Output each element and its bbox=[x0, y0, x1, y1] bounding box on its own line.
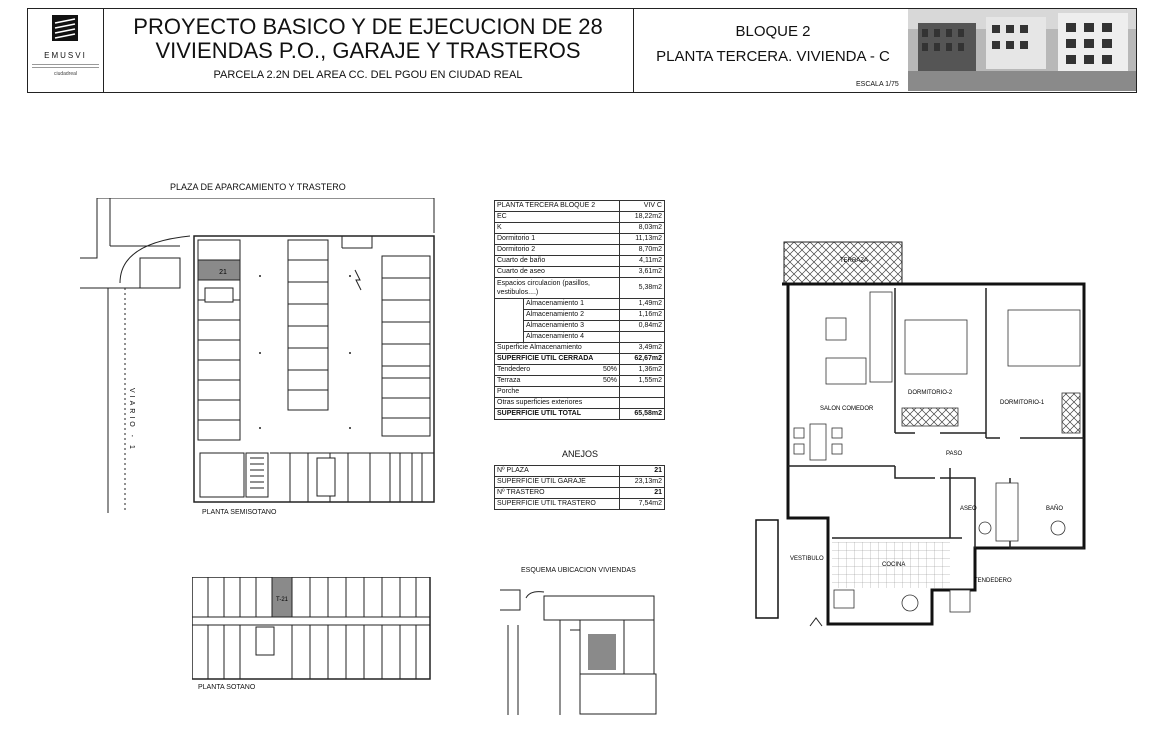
sofa-icon bbox=[826, 358, 866, 384]
esquema-plan bbox=[500, 580, 660, 715]
table-row: SUPERFICIE UTIL CERRADA 62,67m2 bbox=[495, 354, 665, 365]
table-row: K 8,03m2 bbox=[495, 223, 665, 234]
bathtub-icon bbox=[996, 483, 1018, 541]
logo-name: EMUSVI bbox=[44, 51, 87, 60]
cocina-label: COCINA bbox=[882, 562, 906, 568]
stove-icon bbox=[834, 590, 854, 608]
armchair-icon bbox=[826, 318, 846, 340]
planta-label: PLANTA TERCERA. VIVIENDA - C bbox=[656, 48, 890, 65]
shelf-icon bbox=[870, 292, 892, 382]
dormitorio1-label: DORMITORIO-1 bbox=[1000, 400, 1045, 406]
table-row: SUPERFICIE UTIL TOTAL 65,58m2 bbox=[495, 409, 665, 420]
trastero-number: T-21 bbox=[275, 597, 289, 603]
wardrobe-1-icon bbox=[1062, 393, 1080, 433]
anejos-table bbox=[494, 465, 665, 510]
salon-label: SALON COMEDOR bbox=[820, 406, 874, 412]
table-row: Nº PLAZA 21 bbox=[495, 466, 665, 477]
toilet-icon bbox=[1051, 521, 1065, 535]
sotano-plan bbox=[192, 577, 432, 683]
area-table bbox=[494, 200, 665, 420]
logo-cell bbox=[28, 9, 104, 92]
table-row: Tendedero 50% 1,36m2 bbox=[495, 365, 665, 376]
apartment-floor-plan bbox=[750, 238, 1090, 630]
emusvi-logo-icon bbox=[52, 15, 78, 41]
table-row: Dormitorio 2 8,70m2 bbox=[495, 245, 665, 256]
dormitorio2-label: DORMITORIO-2 bbox=[908, 390, 953, 396]
plaza-number: 21 bbox=[219, 269, 227, 276]
bed-1-icon bbox=[1008, 310, 1080, 366]
table-header-cell: VIV C bbox=[620, 201, 665, 212]
toilet-aseo-icon bbox=[979, 522, 991, 534]
esquema-title: ESQUEMA UBICACION VIVIENDAS bbox=[521, 567, 636, 574]
table-row: EC 18,22m2 bbox=[495, 212, 665, 223]
table-row: Cuarto de baño 4,11m2 bbox=[495, 256, 665, 267]
scale-label: ESCALA 1/75 bbox=[856, 81, 899, 88]
table-header-row bbox=[495, 201, 665, 212]
table-row: Nº TRASTERO 21 bbox=[495, 488, 665, 499]
anejos-title: ANEJOS bbox=[562, 449, 599, 459]
bloque-cell bbox=[633, 9, 913, 92]
logo-city: ciudadreal bbox=[53, 71, 78, 77]
project-title-line1: PROYECTO BASICO Y DE EJECUCION DE 28 bbox=[133, 14, 603, 39]
table-row: Terraza 50% 1,55m2 bbox=[495, 376, 665, 387]
wardrobe-2-icon bbox=[902, 408, 958, 426]
building-photo bbox=[908, 9, 1136, 91]
table-row: Porche bbox=[495, 387, 665, 398]
semisotano-plan bbox=[80, 198, 440, 513]
bed-2-icon bbox=[905, 320, 967, 374]
table-row: Cuarto de aseo 3,61m2 bbox=[495, 267, 665, 278]
car-icon bbox=[205, 288, 233, 302]
table-row: Espacios circulacion (pasillos, vestibulos....) 5,38m2 bbox=[495, 278, 665, 299]
table-row: Dormitorio 1 11,13m2 bbox=[495, 234, 665, 245]
bano-label: BAÑO bbox=[1046, 506, 1064, 512]
aseo-label: ASEO bbox=[960, 506, 977, 512]
table-row: Almacenamiento 3 0,84m2 bbox=[495, 321, 665, 332]
bloque-label: BLOQUE 2 bbox=[735, 23, 811, 40]
dining-table-icon bbox=[810, 424, 826, 460]
sink-icon bbox=[902, 595, 918, 611]
car-icon bbox=[317, 458, 335, 496]
project-title-line2: VIVIENDAS P.O., GARAJE Y TRASTEROS bbox=[155, 38, 581, 63]
table-header-cell: PLANTA TERCERA BLOQUE 2 bbox=[495, 201, 620, 212]
table-row: Almacenamiento 4 bbox=[495, 332, 665, 343]
parking-title: PLAZA DE APARCAMIENTO Y TRASTERO bbox=[170, 182, 346, 192]
table-row: Almacenamiento 2 1,16m2 bbox=[495, 310, 665, 321]
table-row: Almacenamiento 1 1,49m2 bbox=[495, 299, 665, 310]
ramp-arrow-icon bbox=[355, 270, 361, 290]
table-row: Superficie Almacenamiento 3,49m2 bbox=[495, 343, 665, 354]
entry-arrow-icon bbox=[810, 618, 822, 626]
table-row: SUPERFICIE UTIL TRASTERO 7,54m2 bbox=[495, 499, 665, 510]
highlighted-vivienda bbox=[588, 634, 616, 670]
washer-icon bbox=[950, 590, 970, 612]
table-row: Otras superficies exteriores bbox=[495, 398, 665, 409]
vestibulo-label: VESTIBULO bbox=[790, 556, 824, 562]
logo-tagline-lines bbox=[32, 63, 99, 68]
paso-label: PASO bbox=[946, 451, 963, 457]
viario-label: VIARIO - 1 bbox=[128, 388, 135, 452]
title-cell bbox=[103, 9, 634, 92]
sotano-label: PLANTA SOTANO bbox=[198, 684, 256, 691]
table-row: SUPERFICIE UTIL GARAJE 23,13m2 bbox=[495, 477, 665, 488]
semisotano-label: PLANTA SEMISOTANO bbox=[202, 509, 277, 516]
terraza-label: TERRAZA bbox=[840, 258, 869, 264]
title-block bbox=[27, 8, 1137, 93]
tendedero-label: TENDEDERO bbox=[974, 578, 1012, 584]
project-subtitle: PARCELA 2.2N DEL AREA CC. DEL PGOU EN CIUDAD REAL bbox=[213, 69, 523, 81]
